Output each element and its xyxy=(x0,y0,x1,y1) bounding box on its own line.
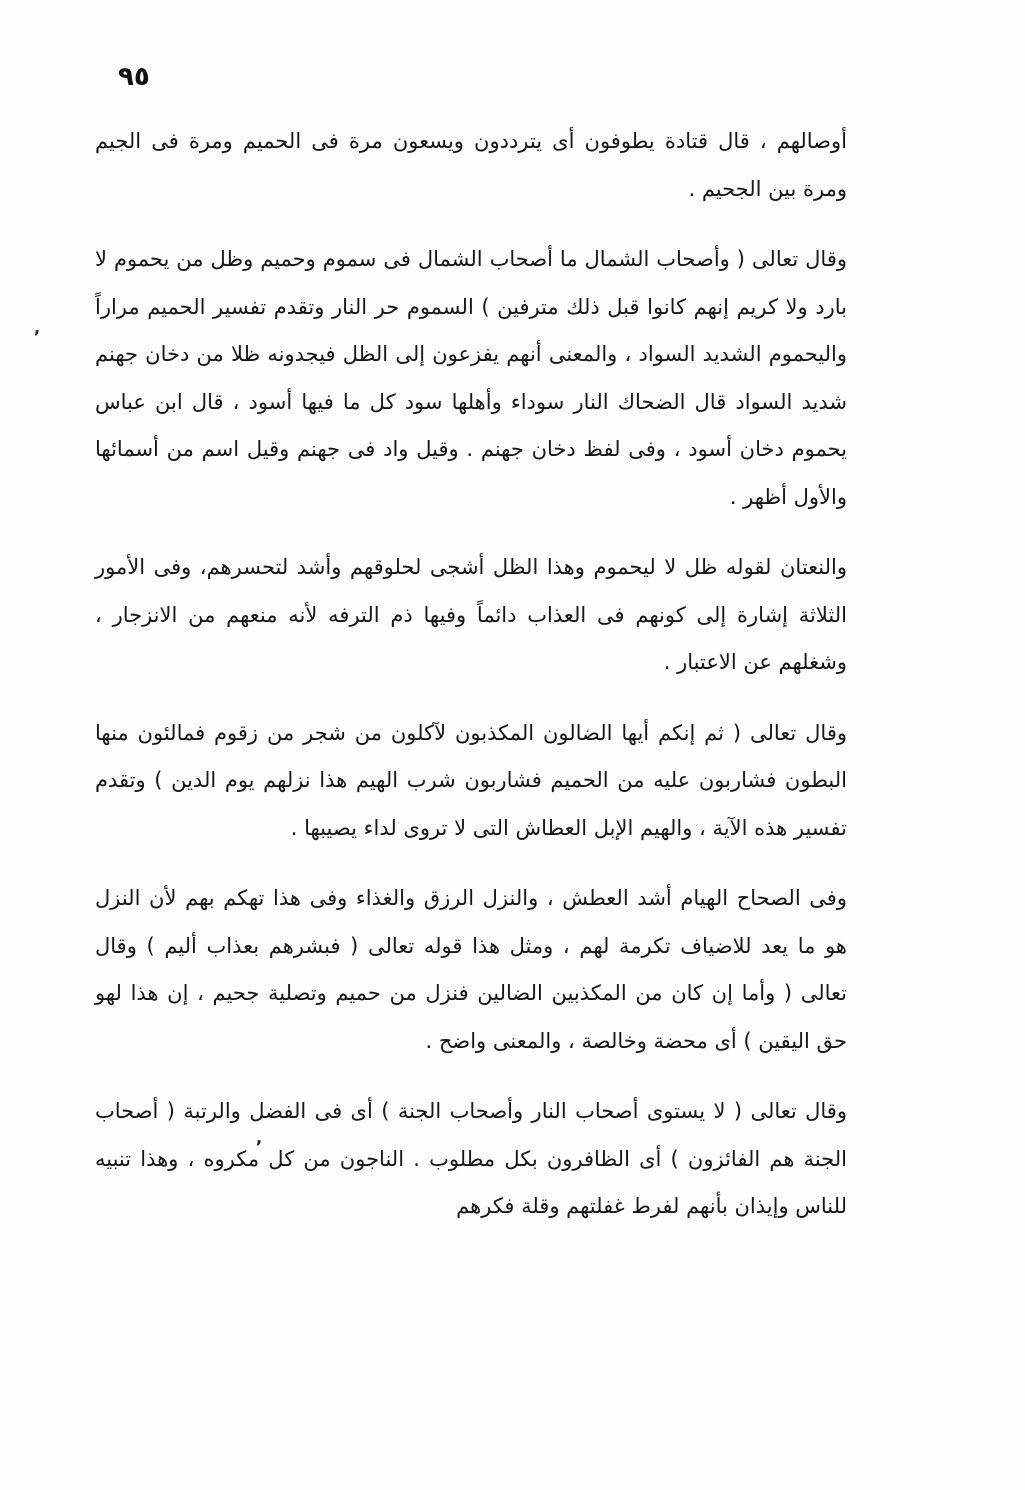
body-text xyxy=(95,118,847,1231)
paragraph-4: وقال تعالى ( ثم إنكم أيها الضالون المكذبون لآكلون من شجر من زقوم فمالئون منها البطون فشاربون عليه من الحميم فشاربون شرب الهيم هذا نزلهم يوم الدين ) وتقدم تفسير هذه الآية ، والهيم الإبل العطاش التى لا تروى لداء يصيبها . xyxy=(95,720,847,840)
paragraph-5: وفى الصحاح الهيام أشد العطش ، والنزل الرزق والغذاء وفى هذا تهكم بهم لأن النزل هو ما يعد للاضياف تكرمة لهم ، ومثل هذا قوله تعالى ( فبشرهم بعذاب أليم ) وقال تعالى ( وأما إن كان من المكذبين الضالين فنزل من حميم وتصلية جحيم ، إن هذا لهو حق اليقين ) أى محضة وخالصة ، والمعنى واضح . xyxy=(95,886,847,1053)
scan-mark: , xyxy=(256,1128,263,1147)
paragraph-1: أوصالهم ، قال قتادة يطوفون أى يترددون ويسعون مرة فى الحميم ومرة فى الجيم ومرة بين الجحيم . xyxy=(95,129,847,201)
page-number: ٩٥ xyxy=(118,62,150,92)
scan-mark: , xyxy=(34,318,41,337)
paragraph-6: وقال تعالى ( لا يستوى أصحاب النار وأصحاب الجنة ) أى فى الفضل والرتبة ( أصحاب الجنة هم الفائزون ) أى الظافرون بكل مطلوب . الناجون من كل مكروه ، وهذا تنبيه للناس وإيذان بأنهم لفرط غفلتهم وقلة فكرهم xyxy=(95,1099,847,1218)
paragraph-2: وقال تعالى ( وأصحاب الشمال ما أصحاب الشمال فى سموم وحميم وظل من يحموم لا بارد ولا كريم إنهم كانوا قبل ذلك مترفين ) السموم حر النار وتقدم تفسير الحميم مراراً واليحموم الشديد السواد ، والمعنى أنهم يفزعون إلى الظل فيجدونه ظلا من دخان جهنم شديد السواد قال الضحاك النار سوداء وأهلها سود كل ما فيها أسود ، قال ابن عباس يحموم دخان أسود ، وفى لفظ دخان جهنم . وقيل واد فى جهنم وقيل اسم من أسمائها والأول أظهر . xyxy=(95,247,847,509)
paragraph-3: والنعتان لقوله ظل لا ليحموم وهذا الظل أشجى لحلوقهم وأشد لتحسرهم، وفى الأمور الثلاثة إشارة إلى كونهم فى العذاب دائماً وفيها ذم الترفه لأنه منعهم من الانزجار ، وشغلهم عن الاعتبار . xyxy=(95,555,847,674)
